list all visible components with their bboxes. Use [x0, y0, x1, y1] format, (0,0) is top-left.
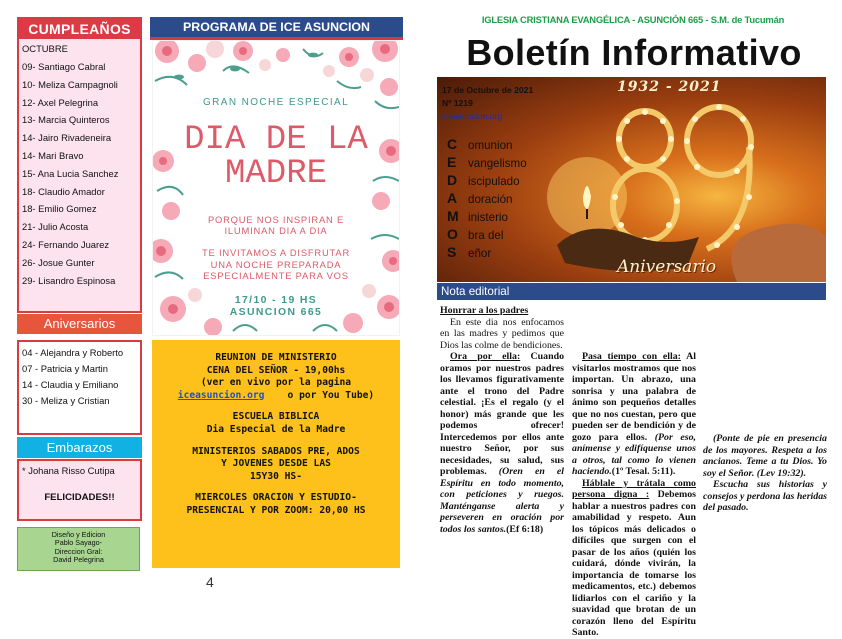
- anniversaries-title: Aniversarios: [17, 314, 142, 334]
- poster-message: [153, 214, 399, 281]
- birthday-item: 12- Axel Pelegrina: [22, 96, 99, 108]
- article-column-2: [572, 305, 696, 639]
- pregnancies-title: Embarazos: [17, 437, 142, 458]
- birthdays-month: OCTUBRE: [22, 43, 68, 54]
- article-paragraph: [572, 478, 696, 639]
- anniversary-item: 07 - Patricia y Martin: [22, 363, 108, 374]
- poster-line: PORQUE NOS INSPIRAN E: [207, 214, 345, 225]
- schedule-line-text: o por You Tube): [287, 389, 375, 401]
- article-paragraph: Escucha sus historias y consejos y perdona las heridas del pasado.: [703, 479, 827, 513]
- article-paragraph: [703, 433, 827, 479]
- birthday-item: 14- Jairo Rivadeneira: [22, 132, 112, 144]
- birthday-item: 13- Marcia Quinteros: [22, 114, 110, 126]
- mothers-day-poster: [152, 40, 400, 336]
- cedamos-word: omunion: [468, 139, 513, 152]
- section-heading: Pasa tiempo con ella:: [582, 351, 681, 362]
- cedamos-word: doración: [468, 193, 513, 206]
- article-paragraph: [440, 351, 564, 535]
- cedamos-word: vangelismo: [468, 157, 527, 170]
- cedamos-word: bra del: [468, 229, 504, 242]
- schedule-box: [152, 340, 400, 568]
- cedamos-row: [447, 135, 617, 153]
- birthdays-title: CUMPLEAÑOS: [19, 19, 140, 39]
- poster-title: [153, 123, 399, 191]
- scripture-quote: (Ponte de pie en presencia de los mayores. Respeta a los ancianos. Teme a tu Dios. Yo soy el Señor. (Lev 19:32).: [703, 433, 827, 479]
- poster-place: ASUNCION 665: [229, 307, 323, 319]
- cedamos-letter: A: [447, 190, 458, 206]
- credits-line: Direccion Gral:: [54, 546, 103, 556]
- poster-event-info: [153, 295, 399, 320]
- birthday-item: 09- Santiago Cabral: [22, 61, 106, 72]
- pregnancies-panel: [17, 459, 142, 521]
- anniversary-item: 04 - Alejandra y Roberto: [22, 347, 124, 358]
- birthday-item: 18- Emilio Gomez: [22, 203, 97, 215]
- birthday-item: 24- Fernando Juarez: [22, 238, 110, 250]
- bulletin-title: Boletín Informativo: [466, 32, 802, 73]
- birthday-item: 10- Meliza Campagnoli: [22, 78, 118, 90]
- birthdays-list: [19, 39, 140, 289]
- editorial-article: [437, 301, 827, 638]
- cedamos-row: [447, 171, 617, 189]
- article-paragraph: En este dia nos enfocamos en las madres y pedimos que Dios las colme de bendiciones.: [440, 316, 564, 351]
- schedule-line: Dia Especial de la Madre: [206, 423, 346, 435]
- poster-line: ILUMINAN DIA A DIA: [224, 225, 328, 237]
- website-link[interactable]: iceasuncion.org: [177, 389, 265, 401]
- cedamos-letter: M: [447, 208, 459, 224]
- birthday-item: 14- Mari Bravo: [22, 149, 84, 161]
- cedamos-row: [447, 225, 617, 243]
- cedamos-word: eñor: [468, 247, 492, 260]
- poster-title-line: DIA DE LA: [184, 121, 368, 159]
- poster-line: UNA NOCHE PREPARADA: [210, 258, 342, 270]
- cedamos-letter: D: [447, 172, 458, 188]
- birthday-item: 21- Julio Acosta: [22, 221, 89, 233]
- birthday-item: 15- Ana Lucia Sanchez: [22, 167, 119, 179]
- cedamos-word: inisterio: [468, 211, 508, 224]
- article-column-3: [703, 433, 827, 514]
- article-column: [440, 305, 564, 535]
- cedamos-row: [447, 189, 617, 207]
- schedule-line: (ver en vivo por la pagina: [200, 377, 352, 389]
- section-heading: Honrrar a los padres: [440, 305, 529, 316]
- anniversary-label: Aniversario: [617, 257, 717, 277]
- schedule-line: [152, 390, 400, 403]
- bulletin-number: Nº 1219: [442, 98, 473, 108]
- birthday-item: 26- Josue Gunter: [22, 256, 95, 268]
- church-name: IGLESIA CRISTIANA EVANGÉLICA - ASUNCIÓN 665 - S.M. de Tucumán: [481, 14, 785, 25]
- cedamos-row: [447, 207, 617, 225]
- paragraph-text: Debemos hablar a nuestros padres con amabilidad y respeto. Aun los tópicos más delicados o difíciles que surgen con el pasar de los años (quién los cuidará, dónde vivirán, la importancia de tomarse los medicamentos, etc.) debemos lidiarlos con el cariño y la suavidad que brotan de un corazón lleno del Espíritu Santo.: [572, 489, 696, 638]
- schedule-line: ESCUELA BIBLICA: [232, 411, 320, 423]
- cedamos-acrostic: [447, 135, 617, 261]
- scripture-quote: (Por eso, anímense y edifíquense unos a otros, tal como lo vienen haciendo.: [572, 431, 696, 477]
- congratulations-text: FELICIDADES!!: [44, 492, 115, 503]
- birthday-item: 18- Claudio Amador: [22, 185, 105, 197]
- credits-line: Diseño y Edicion: [51, 530, 106, 539]
- section-heading: Háblale y trátala como persona digna :: [572, 477, 696, 500]
- cedamos-letter: S: [447, 244, 457, 260]
- credits-box: [17, 527, 140, 571]
- poster-date: 17/10 - 19 HS: [234, 295, 318, 306]
- birthday-item: 29- Lisandro Espinosa: [22, 274, 116, 286]
- schedule-line: PRESENCIAL Y POR ZOOM: 20,00 HS: [186, 504, 366, 516]
- program-title: PROGRAMA DE ICE ASUNCION: [150, 17, 403, 37]
- bulletin-website[interactable]: iceasuncion.org: [442, 111, 503, 121]
- schedule-line: CENA DEL SEÑOR - 19,00hs: [206, 364, 346, 376]
- paragraph-text: Al visitarlos mostramos que nos importan. Un abrazo, una sonrisa y una palabra de ánimo son pequeños detalles que no nos cuestan, pero que pueden ser de bendición y de gozo para ellos.: [572, 351, 696, 443]
- poster-subtitle: GRAN NOCHE ESPECIAL: [202, 97, 350, 108]
- schedule-line: Y JOVENES DESDE LAS: [221, 458, 331, 470]
- schedule-line: REUNION DE MINISTERIO: [215, 352, 337, 363]
- anniversary-number: [633, 117, 634, 118]
- poster-line: TE INVITAMOS A DISFRUTAR: [201, 247, 351, 259]
- anniversary-banner: [437, 77, 826, 282]
- cedamos-letter: E: [447, 154, 457, 170]
- poster-line: ESPECIALMENTE PARA VOS: [203, 269, 349, 281]
- poster-title-line: MADRE: [224, 155, 328, 193]
- cedamos-word: iscipulado: [468, 175, 520, 188]
- scripture-quote: (Oren en el Espíritu en todo momento, con peticiones y ruegos. Manténganse alerta y perseveren en oración por todos los santos.: [440, 466, 564, 535]
- credits-line: David Pelegrina: [53, 555, 104, 565]
- editorial-header: Nota editorial: [437, 283, 826, 300]
- anniversary-item: 14 - Claudia y Emiliano: [22, 379, 119, 390]
- pregnancy-item: * Johana Risso Cutipa: [22, 465, 115, 476]
- schedule-line: MIERCOLES ORACION Y ESTUDIO-: [195, 492, 357, 504]
- anniversary-years: 1932 - 2021: [617, 79, 722, 95]
- cedamos-letter: C: [447, 136, 458, 152]
- cedamos-letter: O: [447, 226, 458, 242]
- paragraph-text: Cuando oramos por nuestros padres los llevamos figurativamente ante el trono del Padre celestial. ¡Es el regalo (y el honor) más grande que les podemos ofrecer! Intercedemos por ellos ante nuestro Señor, por sus necesidades, su salud, sus problemas.: [440, 351, 565, 477]
- page-number: 4: [206, 574, 214, 590]
- cedamos-row: [447, 243, 617, 261]
- anniversary-item: 30 - Meliza y Cristian: [22, 395, 110, 406]
- schedule-line: 15Y30 HS-: [250, 470, 302, 482]
- article-paragraph: [572, 351, 696, 478]
- scripture-reference: (Ef 6:18): [506, 523, 544, 535]
- credits-line: Pablo Sayago-: [54, 538, 103, 548]
- birthdays-panel: [17, 17, 142, 313]
- bulletin-date: 17 de Octubre de 2021: [442, 85, 534, 95]
- section-heading: Ora por ella:: [450, 351, 521, 362]
- schedule-line: MINISTERIOS SABADOS PRE, ADOS: [192, 445, 360, 457]
- scripture-reference: (1º Tesal. 5:11).: [611, 466, 676, 477]
- anniversaries-panel: [17, 340, 142, 435]
- cedamos-row: [447, 153, 617, 171]
